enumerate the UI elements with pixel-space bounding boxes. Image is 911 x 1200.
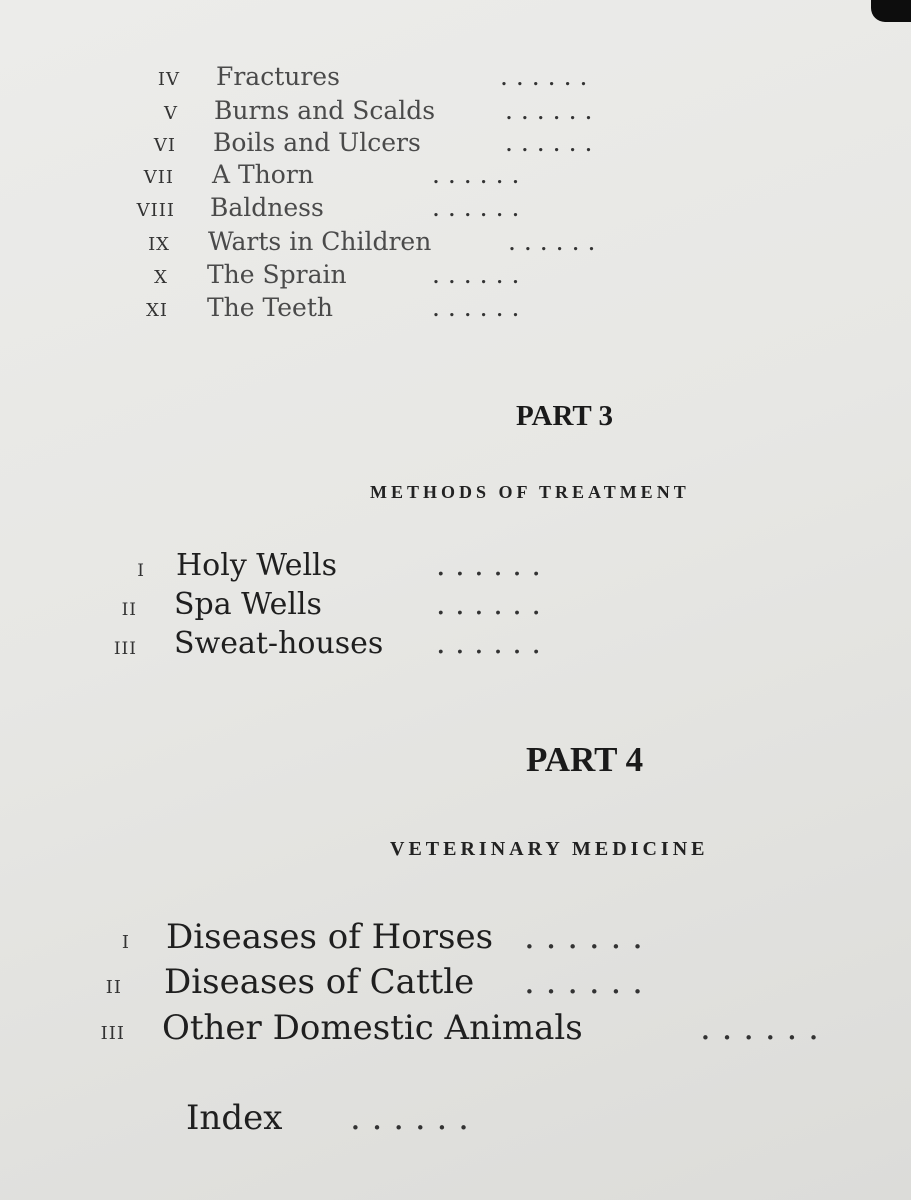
dot-leader: . . . . . .: [500, 62, 588, 91]
entry-title: Holy Wells: [176, 548, 338, 583]
entry-number: vi: [153, 128, 176, 157]
page-corner-shadow: [871, 0, 911, 22]
entry-number: ii: [105, 970, 122, 1000]
entry-title: Baldness: [210, 193, 324, 222]
entry-number: vii: [143, 160, 174, 189]
part-heading: PART 3: [516, 400, 613, 432]
dot-leader: . . . . . .: [524, 962, 643, 1002]
entry-number: v: [164, 96, 178, 125]
entry-number: ix: [148, 227, 170, 256]
dot-leader: . . . . . .: [436, 626, 541, 661]
entry-title: The Sprain: [207, 260, 347, 289]
part-heading: PART 4: [526, 740, 644, 779]
dot-leader: . . . . . .: [508, 227, 596, 256]
entry-number: xi: [146, 293, 168, 322]
index-label: Index: [186, 1098, 283, 1138]
entry-number: viii: [136, 193, 175, 222]
entry-number: iii: [113, 632, 137, 660]
entry-title: Spa Wells: [174, 587, 322, 622]
dot-leader: . . . . . .: [505, 96, 593, 125]
dot-leader: . . . . . .: [505, 128, 593, 157]
entry-title: Sweat-houses: [174, 626, 384, 661]
entry-number: iii: [100, 1016, 125, 1046]
part-subtitle: VETERINARY MEDICINE: [390, 838, 709, 860]
dot-leader: . . . . . .: [432, 293, 520, 322]
entry-number: x: [154, 260, 168, 289]
entry-number: iv: [157, 62, 180, 91]
entry-number: ii: [121, 593, 137, 621]
dot-leader: . . . . . .: [432, 193, 520, 222]
entry-title: The Teeth: [207, 293, 333, 322]
part-subtitle: METHODS OF TREATMENT: [370, 482, 690, 502]
entry-title: Burns and Scalds: [214, 96, 436, 125]
entry-title: Boils and Ulcers: [213, 128, 421, 157]
entry-title: Other Domestic Animals: [162, 1008, 583, 1048]
dot-leader: . . . . . .: [524, 917, 643, 957]
entry-title: Fractures: [216, 62, 340, 91]
entry-number: i: [121, 925, 130, 955]
entry-number: i: [137, 554, 145, 582]
entry-title: A Thorn: [212, 160, 314, 189]
dot-leader: . . . . . .: [700, 1008, 819, 1048]
dot-leader: . . . . . .: [350, 1098, 469, 1138]
entry-title: Diseases of Horses: [166, 917, 494, 957]
dot-leader: . . . . . .: [436, 587, 541, 622]
dot-leader: . . . . . .: [436, 548, 541, 583]
entry-title: Diseases of Cattle: [164, 962, 475, 1002]
entry-title: Warts in Children: [208, 227, 432, 256]
dot-leader: . . . . . .: [432, 160, 520, 189]
dot-leader: . . . . . .: [432, 260, 520, 289]
